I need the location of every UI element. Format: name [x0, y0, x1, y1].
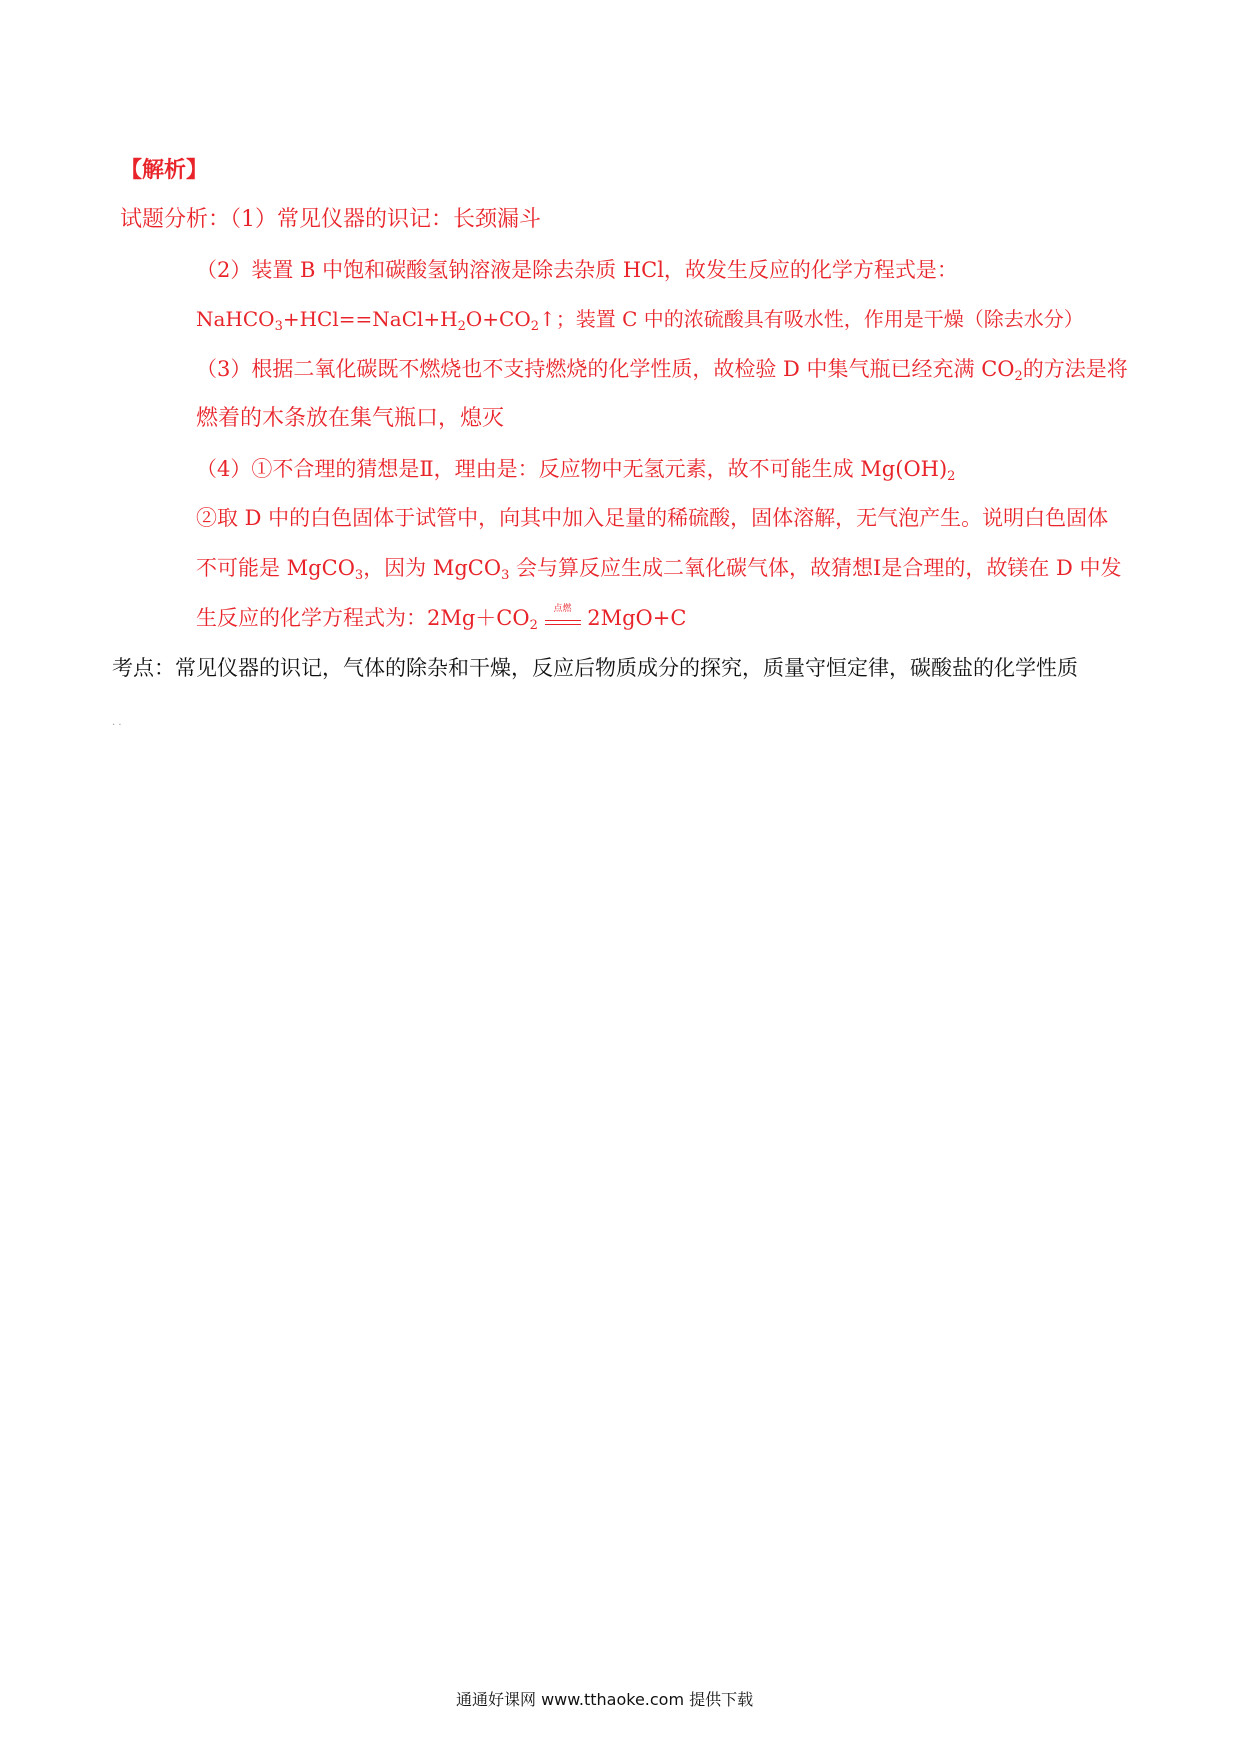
analysis-line-8 [196, 553, 1122, 591]
equation-part: +HCl==NaCl+H [282, 307, 458, 331]
reaction-condition [545, 604, 581, 625]
analysis-label: 试题分析： [120, 207, 231, 232]
analysis-line-3 [196, 304, 1084, 342]
condition-label: 点燃 [553, 604, 572, 614]
analysis-line-4 [196, 354, 1128, 392]
text-part: 生反应的化学方程式为：2Mg＋CO [196, 606, 530, 630]
page-footer: 通通好课网 www.tthaoke.com 提供下载 [456, 1690, 754, 1709]
subscript: 3 [501, 568, 510, 583]
text-part: 2MgO+C [580, 606, 687, 630]
text-part: 会与算反应生成二氧化碳气体，故猜想Ⅰ是合理的，故镁在 D 中发 [509, 556, 1122, 580]
heading: 【解析】 [120, 157, 209, 183]
analysis-line-5: 燃着的木条放在集气瓶口，熄灭 [196, 406, 505, 431]
analysis-line-7: ②取 D 中的白色固体于试管中，向其中加入足量的稀硫酸，固体溶解，无气泡产生。说明白色固体 [196, 506, 1109, 530]
subscript: 2 [1014, 369, 1023, 384]
equation-part: O+CO [465, 307, 531, 331]
text-part: （4）①不合理的猜想是Ⅱ，理由是：反应物中无氢元素，故不可能生成 Mg(OH) [196, 457, 948, 481]
text-part: 的方法是将 [1022, 357, 1128, 381]
analysis-line-2: （2）装置 B 中饱和碳酸氢钠溶液是除去杂质 HCl，故发生反应的化学方程式是： [196, 258, 958, 282]
analysis-line-6 [196, 454, 955, 492]
analysis-line-1 [120, 205, 541, 235]
equal-sign [545, 620, 581, 625]
text-part: 不可能是 MgCO [196, 556, 355, 580]
text-part: ，因为 MgCO [363, 556, 502, 580]
text-part: （3）根据二氧化碳既不燃烧也不支持燃烧的化学性质，故检验 D 中集气瓶已经充满 CO [196, 357, 1015, 381]
subscript: 2 [947, 469, 956, 484]
equation-description: ↑；装置 C 中的浓硫酸具有吸水性，作用是干燥（除去水分） [539, 307, 1084, 331]
kaodian-line: 考点：常见仪器的识记，气体的除杂和干燥，反应后物质成分的探究，质量守恒定律，碳酸盐的化学性质 [112, 656, 1078, 680]
subscript: 2 [530, 319, 540, 334]
equation-part: NaHCO [196, 307, 275, 331]
stray-dots: · · [112, 720, 122, 731]
subscript: 3 [354, 568, 364, 583]
analysis-line-9 [196, 603, 686, 641]
subscript: 2 [457, 319, 466, 334]
subscript: 2 [529, 618, 538, 633]
subscript: 3 [274, 319, 283, 334]
analysis-p1: （1）常见仪器的识记：长颈漏斗 [230, 207, 542, 232]
